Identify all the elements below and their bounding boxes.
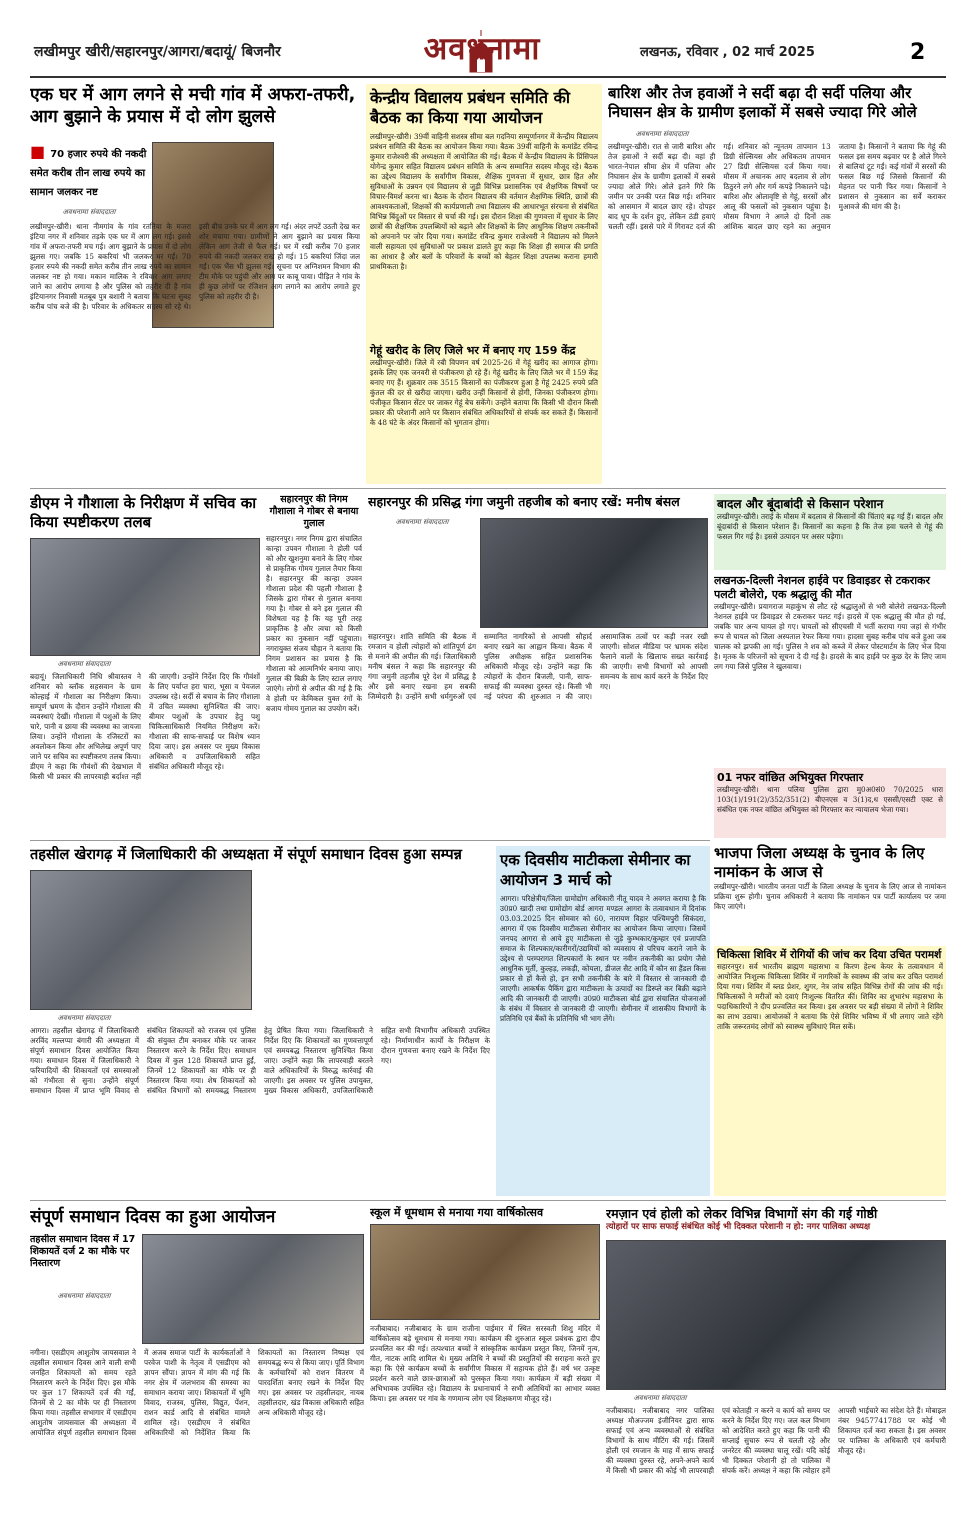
story-harmony-bureau: अवधनामा संवाददाता bbox=[395, 518, 449, 526]
story-wheat-body: लखीमपुर-खीरी। जिले में रबी विपणन वर्ष 2025-26 में गेहूं खरीद का आगाज होगा। इसके लिए एक जनवरी से पंजीकरण हो रहे हैं। गेहूं खरीद के लिए जिले भर में 159 केंद्र बनाए गए हैं। शुक्रवार तक 3515 किसानों का पंजीकरण हुआ है गेहूं 2425 रुपये प्रति कुंतल की दर से खरीदा जाएगा। खरीद उन्हीं किसानों से होगी, जिनका पंजीकरण होगा। पंजीकृत किसान सेंटर पर जाकर गेहूं बेच सकेंगे। उन्होंने बताया कि किसी भी दौरान किसी प्रकार की परेशानी आने पर किसान संबंधित अधिकारियों से संपर्क कर सकते हैं। किसानों के 48 घंटे के अंदर किसानों को भुगतान होगा। bbox=[370, 358, 598, 427]
story-bjp bbox=[714, 844, 946, 944]
story-ramzan bbox=[606, 1206, 946, 1512]
story-samadhan-photo bbox=[142, 1234, 364, 1344]
story-gaushala bbox=[30, 494, 260, 834]
story-hail-bureau: अवधनामा संवाददाता bbox=[635, 130, 689, 138]
story-ramzan-bureau: अवधनामा संवाददाता bbox=[633, 1394, 687, 1402]
masthead-logo bbox=[386, 28, 578, 74]
story-khairagarh-photo bbox=[30, 870, 252, 1010]
story-pottery-body: आगरा। परिक्षेत्रीय/जिला ग्रामोद्योग अधिकारी नीतू यादव ने अवगत कराया है कि उ0प्र0 खादी तथा ग्रामोद्योग बोर्ड आगरा मण्डल आगरा के तत्वावधान में दिनांक 03.03.2025 दिन सोमवार को 60, नारायण विहार पश्चिमपुरी सिकंदरा, आगरा में एक दिवसीय माटीकला सेमीनार का आयोजन किया जाएगा। जिसमें जनपद आगरा से आये हुए माटीकला से जुड़े कुम्भकार/कुम्हार एवं प्रजापति समाज के शिल्पकार/कारीगरों/उद्यमियों को व्यवसाय से परिचय कराने जाने के उद्देश्य से परम्परागत शिल्पकारों के स्थान पर नवीन तकनीकी का प्रयोग जैसे आधुनिक मूर्ती, कुल्हड़, लकड़ी, कोयला, डीजल सैट आदि में कौन सा हैंडल किस प्रकार से हों कैसे हो, इन सभी तकनीकी के बारे में विस्तार से जानकारी दी जाएगी। आकर्षक पैकिंग द्वारा माटीकला के उत्पादों का डिस्प्ले कर बिक्री बढ़ाने आदि की जानकारी दी जाएगी। उ0प्र0 माटीकला बोर्ड द्वारा संचालित योजनाओं के संबंध में विस्तार से जानकारी दी जाएगी। सेमीनार में शासकीय विभागों के प्रतिनिधि एवं बैंकों के प्रतिनिधि भी भाग लेंगे। bbox=[500, 894, 706, 1023]
story-kvs-body: लखीमपुर-खीरी। 39वीं वाहिनी सशस्त्र सीमा बल गदनिया सम्पूर्णानगर में केन्द्रीय विद्यालय प्रबंधन समिति की बैठक का आयोजन किया गया। बैठक 39वीं वाहिनी के कमांडेंट रविन्द्र कुमार राजेश्वरी की अध्यक्षता में आयोजित की गई। बैठक में केन्द्रीय विद्यालय के प्रिंसिपल योगेन्द्र कुमार सहित विद्यालय प्रबंधन समिति के अन्य सम्मानित सदस्य मौजूद रहे। बैठक का उद्देश्य विद्यालय के सर्वांगीण विकास, शैक्षिक गुणवत्ता में सुधार, छात्र हित और सुविधाओं के उन्नयन एवं विद्यालय से जुड़ी विभिन्न प्रशासनिक एवं शैक्षणिक विषयों पर विचार-विमर्श करना था। बैठक के दौरान विद्यालय की वर्तमान शैक्षणिक स्थिति, छात्रों की आवश्यकताओं, शिक्षकों की कार्यप्रणाली तथा विद्यालय की आधारभूत संरचना से संबंधित विभिन्न बिंदुओं पर विस्तार से चर्चा की गई। इस दौरान शिक्षा की गुणवत्ता में सुधार के लिए छात्रों की शैक्षणिक उपलब्धियों को बढ़ाने और शिक्षकों के लिए आधुनिक शिक्षण तकनीकों को अपनाने पर जोर दिया गया। कमांडेंट रविन्द्र कुमार राजेश्वरी ने विद्यालय को मिलने वाली सहायता एवं सुविधाओं पर प्रकाश डालते हुए कहा कि शिक्षा ही समाज की प्रगति का आधार है और बलों के परिवारों के बच्चों को बेहतर शिक्षा उपलब्ध कराना हमारी प्राथमिकता है। bbox=[370, 132, 598, 271]
story-arrest bbox=[714, 768, 946, 838]
story-nigam-headline: सहारनपुर की निगम गौशाला ने गोबर से बनाया गुलाल bbox=[269, 494, 359, 529]
page-number: 2 bbox=[910, 40, 926, 65]
story-khairagarh-bureau: अवधनामा संवाददाता bbox=[57, 1014, 111, 1022]
story-annual-photo bbox=[370, 1224, 600, 1320]
story-kvs-headline: केन्द्रीय विद्यालय प्रबंधन समिति की बैठक का किया गया आयोजन bbox=[370, 88, 571, 127]
story-nigam-body: सहारनपुर। नगर निगम द्वारा संचालित कान्हा उपवन गौशाला ने होली पर्व को और खुशनुमा बनाने के लिए गोबर से प्राकृतिक गोमय गुलाल तैयार किया है। सहारनपुर की कान्हा उपवन गौशाला प्रदेश की पहली गौशाला है जिसके द्वारा गोबर से गुलाल बनाया गया है। गोबर से बने इस गुलाल की विशेषता यह है कि यह पूरी तरह प्राकृतिक है और त्वचा को किसी प्रकार का नुकसान नहीं पहुंचाता। नगरायुक्त संजय चौहान ने बताया कि निगम प्रशासन का प्रयास है कि गौशाला को आत्मनिर्भर बनाया जाए। गुलाल की बिक्री के लिए स्टाल लगाए जाएंगे। लोगों से अपील की गई है कि वे होली पर केमिकल युक्त रंगों के बजाय गोमय गुलाल का उपयोग करें। bbox=[266, 534, 362, 713]
row-rule-3 bbox=[30, 1200, 946, 1201]
story-gaushala-bureau: अवधनामा संवाददाता bbox=[57, 660, 111, 668]
story-camp bbox=[714, 946, 946, 1196]
row-rule-2 bbox=[30, 840, 710, 841]
story-fire-subhead: 70 हजार रुपये की नकदी समेत करीब तीन लाख रुपये का सामान जलकर नष्ट bbox=[30, 149, 147, 198]
story-samadhan bbox=[30, 1206, 364, 1512]
story-ramzan-headline: रमज़ान एवं होली को लेकर विभिन्न विभागों संग की गई गोष्ठी bbox=[606, 1206, 878, 1221]
story-annual-headline: स्कूल में धूमधाम से मनाया गया वार्षिकोत्सव bbox=[370, 1206, 544, 1219]
row-rule-1 bbox=[30, 488, 946, 489]
story-hail-body: लखीमपुर-खीरी। रात से जारी बारिश और तेज हवाओं ने सर्दी बढ़ा दी। वहां ही भारत-नेपाल सीमा क्षेत्र में पलिया और निघासन क्षेत्र के ग्रामीण इलाकों में सबसे ज्यादा ओले गिरे। ओले इतने गिरे कि जमीन पर उनकी परत बिछ गई। शनिवार को आसमान में बादल छाए रहे। दोपहर बाद धूप के दर्शन हुए, लेकिन ठंडी हवाएं चलती रहीं। इससे पारे में गिरावट दर्ज की गई। शनिवार को न्यूनतम तापमान 13 डिग्री सेल्सियस और अधिकतम तापमान 27 डिग्री सेल्सियस दर्ज किया गया। मौसम में अचानक आए बदलाव से लोग ठिठुरने लगे और गर्म कपड़े निकालने पड़े। बारिश और ओलावृष्टि से गेहूं, सरसों और आलू की फसलों को नुकसान पहुंचा है। मौसम विभाग ने अगले दो दिनों तक आंशिक बादल छाए रहने का अनुमान जताया है। किसानों ने बताया कि गेहूं की फसल इस समय बढ़वार पर है ओले गिरने से बालियां टूट गईं। कई गांवों में सरसों की फसल बिछ गई जिससे किसानों की मेहनत पर पानी फिर गया। किसानों ने प्रशासन से नुकसान का सर्वे कराकर मुआवजे की मांग की है। bbox=[608, 142, 946, 231]
story-hail bbox=[608, 84, 946, 484]
story-farmers-body: लखीमपुर-खीरी। तराई के मौसम में बदलाव से किसानों की चिंताएं बढ़ गई हैं। बादल और बूंदाबांदी से किसान परेशान हैं। किसानों का कहना है कि तेज हवा चलने से गेहूं की फसल गिर गई है। इससे उत्पादन पर असर पड़ेगा। bbox=[717, 512, 943, 541]
story-farmers bbox=[714, 494, 946, 570]
story-pottery-headline: एक दिवसीय माटीकला सेमीनार का आयोजन 3 मार्च को bbox=[500, 851, 691, 889]
story-khairagarh bbox=[30, 846, 490, 1196]
story-hail-headline: बारिश और तेज हवाओं ने सर्दी बढ़ा दी सर्दी पलिया और निघासन क्षेत्र के ग्रामीण इलाकों में सबसे ज्यादा गिरे ओले bbox=[608, 84, 917, 121]
masthead-rule bbox=[30, 76, 946, 78]
story-ramzan-photo bbox=[606, 1240, 946, 1390]
story-fire-body: लखीमपुर-खीरी। थाना नीमगांव के गांव रतनिया के मजरा इंटिया नगर में शनिवार तड़के एक घर में आग लग गई। इससे गांव में अफरा-तफरी मच गई। आग बुझाने के प्रयास में दो लोग झुलस गए। जबकि 15 बकरियां भी जलकर मर गईं। 70 हजार रुपये की नकदी समेत करीब तीन लाख रुपये का सामान जलकर नष्ट हो गया। मकान मालिक ने रविवार आग लगाए जाने का आरोप लगाया है और पुलिस को तहरीर दी है गांव इंटियानगर निवासी मतबूब पुत्र बशारी ने बताया कि घटना सुबह करीब पांच बजे की है। परिवार के अधिकतर सदस्य सो रहे थे। इसी बीच उनके घर में आग लग गई। अंदर लपटें उठती देख कर शोर मचाया गया। ग्रामीणों ने आग बुझाने का प्रयास किया लेकिन आग तेजी से फैल गई। घर में रखी करीब 70 हजार रुपये की नकदी जलकर राख हो गई। 15 बकरियां जिंदा जल गईं। एक भैंस भी झुलस गई। सूचना पर अग्निशमन विभाग की टीम मौके पर पहुंची और आग पर काबू पाया। पीड़ित ने गांव के ही कुछ लोगों पर रंजिशन आग लगाने का आरोप लगाते हुए पुलिस को तहरीर दी है। bbox=[30, 222, 360, 311]
story-fire-headline: एक घर में आग लगने से मची गांव में अफरा-तफरी, आग बुझाने के प्रयास में दो लोग झुलसे bbox=[30, 85, 356, 127]
story-kvs bbox=[366, 84, 602, 484]
story-ramzan-body: नजीबाबाद। नजीबाबाद नगर पालिका अध्यक्ष मौअज्जम इंजीनियर द्वारा साफ सफाई एवं अन्य व्यवस्थाओं से संबंधित विभागों के साथ मीटिंग की गई। जिसमें होली एवं रमजान के माह में साफ सफाई की व्यवस्था दुरुस्त रहे, अपने-अपने कार्य में किसी भी प्रकार की कोई भी लापरवाही एवं कोताही न करने व कार्य को समय पर करने के निर्देश दिए गए। जल कल विभाग को आदेशित करते हुए कहा कि पानी की सप्लाई सुचारु रूप से चलती रहे और जनरेटर की व्यवस्था चालू रखें। यदि कोई भी दिक्कत परेशानी हो तो पालिका में संपर्क करें। अध्यक्ष ने कहा कि त्योहार हमें आपसी भाईचारे का संदेश देते हैं। मोबाइल नंबर 9457741788 पर कोई भी शिकायत दर्ज करा सकता है। इस अवसर पर पालिका के अधिकारी एवं कर्मचारी मौजूद रहे। bbox=[606, 1406, 946, 1475]
story-samadhan-subhead: तहसील समाधान दिवस में 17 शिकायतें दर्ज 2 का मौके पर निस्तारण bbox=[30, 1234, 136, 1269]
story-fire-bureau: अवधनामा संवाददाता bbox=[62, 208, 116, 216]
story-khairagarh-body: आगरा। तहसील खेरागढ़ में जिलाधिकारी अरविंद मल्लप्पा बंगारी की अध्यक्षता में संपूर्ण समाधान दिवस आयोजित किया गया। समाधान दिवस में जिलाधिकारी ने फरियादियों की शिकायतों एवं समस्याओं को गंभीरता से सुना। उन्होंने संपूर्ण समाधान दिवस में प्राप्त भूमि विवाद से संबंधित शिकायतों को राजस्व एवं पुलिस की संयुक्त टीम बनाकर मौके पर जाकर निस्तारण करने के निर्देश दिए। समाधान दिवस में कुल 128 शिकायतें प्राप्त हुईं, जिनमें 12 शिकायतों का मौके पर ही निस्तारण किया गया। शेष शिकायतों को संबंधित विभागों को समयबद्ध निस्तारण हेतु प्रेषित किया गया। जिलाधिकारी ने निर्देश दिए कि शिकायतों का गुणवत्तापूर्ण एवं समयबद्ध निस्तारण सुनिश्चित किया जाए। उन्होंने कहा कि लापरवाही बरतने वाले अधिकारियों के विरुद्ध कार्रवाई की जाएगी। इस अवसर पर पुलिस उपायुक्त, मुख्य विकास अधिकारी, उपजिलाधिकारी सहित सभी विभागीय अधिकारी उपस्थित रहे। निर्माणाधीन कार्यों के निरीक्षण के दौरान गुणवत्ता बनाए रखने के निर्देश दिए गए। bbox=[30, 1026, 490, 1095]
story-wheat-headline: गेहूं खरीद के लिए जिले भर में बनाए गए 159 केंद्र bbox=[370, 344, 576, 357]
story-camp-headline: चिकित्सा शिविर में रोगियों की जांच कर दिया उचित परामर्श bbox=[717, 949, 942, 961]
story-bjp-headline: भाजपा जिला अध्यक्ष के चुनाव के लिए नामांकन के आज से bbox=[714, 844, 925, 881]
story-arrest-body: लखीमपुर-खीरी। थाना पलिया पुलिस द्वारा मु0अ0सं0 70/2025 धारा 103(1)/191(2)/352/351(2) बीएनएस व 3(1)द,ध एससी/एसटी एक्ट से संबंधित एक नफर वांछित अभियुक्त को गिरफ्तार कर न्यायालय भेजा गया। bbox=[717, 785, 943, 814]
story-fire-subhead-box bbox=[30, 142, 148, 202]
story-annual bbox=[370, 1206, 600, 1512]
story-gaushala-body: बदायूं। जिलाधिकारी निधि श्रीवास्तव ने शनिवार को ब्लॉक सहसवान के ग्राम कोल्हाई में गौशाला का निरीक्षण किया। सम्पूर्ण भ्रमण के दौरान उन्होंने गौशाला की व्यवस्थाएं देखीं। गौशाला में पशुओं के लिए चारे, पानी व छाया की व्यवस्था का जायजा लिया। उन्होंने गौशाला के रजिस्टरों का अवलोकन किया और अभिलेख अपूर्ण पाए जाने पर सचिव का स्पष्टीकरण तलब किया। डीएम ने कहा कि गौवंशों की देखभाल में किसी भी प्रकार की लापरवाही बर्दाश्त नहीं की जाएगी। उन्होंने निर्देश दिए कि गौवंशों के लिए पर्याप्त हरा चारा, भूसा व पेयजल उपलब्ध रहे। सर्दी से बचाव के लिए गौशाला में उचित व्यवस्था सुनिश्चित की जाए। बीमार पशुओं के उपचार हेतु पशु चिकित्साधिकारी नियमित निरीक्षण करें। गौशाला की साफ-सफाई पर विशेष ध्यान दिया जाए। इस अवसर पर मुख्य विकास अधिकारी व उपजिलाधिकारी सहित संबंधित अधिकारी मौजूद रहे। bbox=[30, 672, 260, 781]
story-camp-body: सहारनपुर। सर्व भारतीय ब्राह्मण महासभा व किरण हेल्थ केयर के तत्वावधान में आयोजित निःशुल्क चिकित्सा शिविर में नागरिकों के स्वास्थ्य की जांच कर उचित परामर्श दिया गया। शिविर में ब्लड प्रेशर, शुगर, नेत्र जांच सहित विभिन्न रोगों की जांच की गई। चिकित्सकों ने मरीजों को दवाएं निःशुल्क वितरित कीं। शिविर का शुभारंभ महासभा के पदाधिकारियों ने दीप प्रज्वलित कर किया। इस अवसर पर बड़ी संख्या में लोगों ने शिविर का लाभ उठाया। आयोजकों ने बताया कि ऐसे शिविर भविष्य में भी लगाए जाते रहेंगे ताकि जरूरतमंद लोगों को स्वास्थ्य सुविधाएं मिल सकें। bbox=[717, 962, 943, 1031]
story-pottery bbox=[496, 846, 710, 1196]
logo-text: अवधनामा bbox=[423, 31, 541, 67]
story-nigam bbox=[266, 494, 362, 834]
story-harmony-headline: सहारनपुर की प्रसिद्ध गंगा जमुनी तहजीब को बनाए रखें: मनीष बंसल bbox=[368, 494, 680, 509]
story-samadhan-headline: संपूर्ण समाधान दिवस का हुआ आयोजन bbox=[30, 1207, 276, 1227]
story-samadhan-body: नगीना। एसडीएम आशुतोष जायसवाल ने तहसील समाधान दिवस आने वाली सभी जनहित शिकायतों को समय रहते निस्तारण करने के निर्देश दिए। इस मौके पर कुल 17 शिकायतें दर्ज की गईं, जिनमें से 2 का मौके पर ही निस्तारण किया गया। तहसील सभागार में एसडीएम आशुतोष जायसवाल की अध्यक्षता में आयोजित संपूर्ण तहसील समाधान दिवस में अजब समाज पार्टी के कार्यकर्ताओं ने परवेज पाशी के नेतृत्व में एसडीएम को ज्ञापन सौंपा। ज्ञापन में मांग की गई कि नगर क्षेत्र में जलभराव की समस्या का समाधान कराया जाए। शिकायतों में भूमि विवाद, राजस्व, पुलिस, विद्युत, पेंशन, राशन कार्ड आदि से संबंधित मामले शामिल रहे। एसडीएम ने संबंधित अधिकारियों को निर्देशित किया कि शिकायतों का निस्तारण निष्पक्ष एवं समयबद्ध रूप से किया जाए। पूर्ति विभाग के कर्मचारियों को राशन वितरण में पारदर्शिता बनाए रखने के निर्देश दिए गए। इस अवसर पर तहसीलदार, नायब तहसीलदार, खंड विकास अधिकारी सहित अन्य अधिकारी मौजूद रहे। bbox=[30, 1348, 364, 1437]
story-khairagarh-headline: तहसील खेरागढ़ में जिलाधिकारी की अध्यक्षता में संपूर्ण समाधान दिवस हुआ सम्पन्न bbox=[30, 847, 462, 863]
story-samadhan-bureau: अवधनामा संवाददाता bbox=[57, 1292, 111, 1300]
story-accident bbox=[714, 574, 946, 764]
story-harmony-body: सहारनपुर। शांति समिति की बैठक में रमजान व होली त्योहारों को शांतिपूर्ण ढंग से मनाने की अपील की गई। जिलाधिकारी मनीष बंसल ने कहा कि सहारनपुर की गंगा जमुनी तहजीब पूरे देश में प्रसिद्ध है और इसे बनाए रखना हम सबकी जिम्मेदारी है। उन्होंने सभी धर्मगुरुओं एवं सम्मानित नागरिकों से आपसी सौहार्द बनाए रखने का आह्वान किया। बैठक में पुलिस अधीक्षक सहित प्रशासनिक अधिकारी मौजूद रहे। उन्होंने कहा कि त्योहारों के दौरान बिजली, पानी, साफ-सफाई की व्यवस्था दुरुस्त रहे। किसी भी नई परंपरा की शुरुआत न की जाए। असामाजिक तत्वों पर कड़ी नजर रखी जाएगी। सोशल मीडिया पर भ्रामक संदेश फैलाने वालों के खिलाफ सख्त कार्रवाई की जाएगी। सभी विभागों को आपसी समन्वय के साथ कार्य करने के निर्देश दिए गए। bbox=[368, 632, 708, 701]
masthead-cities: लखीमपुर खीरी/सहारनपुर/आगरा/बदायूं/ बिजनौर bbox=[34, 44, 281, 60]
story-ramzan-subhead: त्योहारों पर साफ सफाई संबंधित कोई भी दिक्कत परेशानी न हो: नगर पालिका अध्यक्ष bbox=[606, 1222, 871, 1232]
story-accident-headline: लखनऊ-दिल्ली नेशनल हाईवे पर डिवाइडर से टकराकर पलटी बोलेरो, एक श्रद्धालु की मौत bbox=[714, 574, 931, 601]
story-bjp-body: लखीमपुर-खीरी। भारतीय जनता पार्टी के जिला अध्यक्ष के चुनाव के लिए आज से नामांकन प्रक्रिया शुरू होगी। चुनाव अधिकारी ने बताया कि नामांकन पत्र पार्टी कार्यालय पर जमा किए जाएंगे। bbox=[714, 882, 946, 911]
story-harmony bbox=[368, 494, 708, 834]
masthead bbox=[0, 0, 975, 78]
masthead-dateline: लखनऊ, रविवार , 02 मार्च 2025 bbox=[640, 45, 815, 60]
story-gaushala-photo bbox=[30, 538, 260, 656]
story-farmers-headline: बादल और बूंदाबांदी से किसान परेशान bbox=[717, 497, 884, 511]
story-accident-body: लखीमपुर-खीरी। प्रयागराज महाकुंभ से लौट रहे श्रद्धालुओं से भरी बोलेरो लखनऊ-दिल्ली नेशनल हाईवे पर डिवाइडर से टकराकर पलट गई। हादसे में एक श्रद्धालु की मौत हो गई, जबकि चार अन्य घायल हो गए। घायलों को सीएचसी में भर्ती कराया गया जहां से गंभीर रूप से घायल को जिला अस्पताल रेफर किया गया। हादसा सुबह करीब पांच बजे हुआ जब चालक को झपकी आ गई। पुलिस ने शव को कब्जे में लेकर पोस्टमार्टम के लिए भेज दिया है। मृतक के परिजनों को सूचना दे दी गई है। हादसे के बाद हाईवे पर कुछ देर के लिए जाम लग गया जिसे पुलिस ने खुलवाया। bbox=[714, 602, 946, 671]
story-harmony-photo bbox=[480, 518, 708, 628]
story-annual-body: नजीबाबाद। नजीबाबाद के ग्राम राजीना पाईमार में स्थित सरस्वती शिशु मंदिर में वार्षिकोत्सव बड़े धूमधाम से मनाया गया। कार्यक्रम की शुरुआत स्कूल प्रबंधक द्वारा दीप प्रज्वलित कर की गई। तत्पश्चात बच्चों ने सांस्कृतिक कार्यक्रम प्रस्तुत किए, जिनमें नृत्य, गीत, नाटक आदि शामिल थे। मुख्य अतिथि ने बच्चों की प्रस्तुतियों की सराहना करते हुए कहा कि ऐसे कार्यक्रम बच्चों के सर्वांगीण विकास में सहायक होते हैं। वर्ष भर उत्कृष्ट प्रदर्शन करने वाले छात्र-छात्राओं को पुरस्कृत किया गया। कार्यक्रम में बड़ी संख्या में अभिभावक उपस्थित रहे। विद्यालय के प्रधानाचार्य ने सभी अतिथियों का आभार व्यक्त किया। इस अवसर पर गांव के गणमान्य लोग एवं शिक्षकगण मौजूद रहे। bbox=[370, 1324, 600, 1403]
bullet-icon: ■ bbox=[30, 142, 46, 161]
story-arrest-headline: 01 नफर वांछित अभियुक्त गिरफ्तार bbox=[717, 771, 864, 784]
story-fire bbox=[30, 84, 360, 484]
story-gaushala-headline: डीएम ने गौशाला के निरीक्षण में सचिव का किया स्पष्टीकरण तलब bbox=[30, 494, 257, 531]
